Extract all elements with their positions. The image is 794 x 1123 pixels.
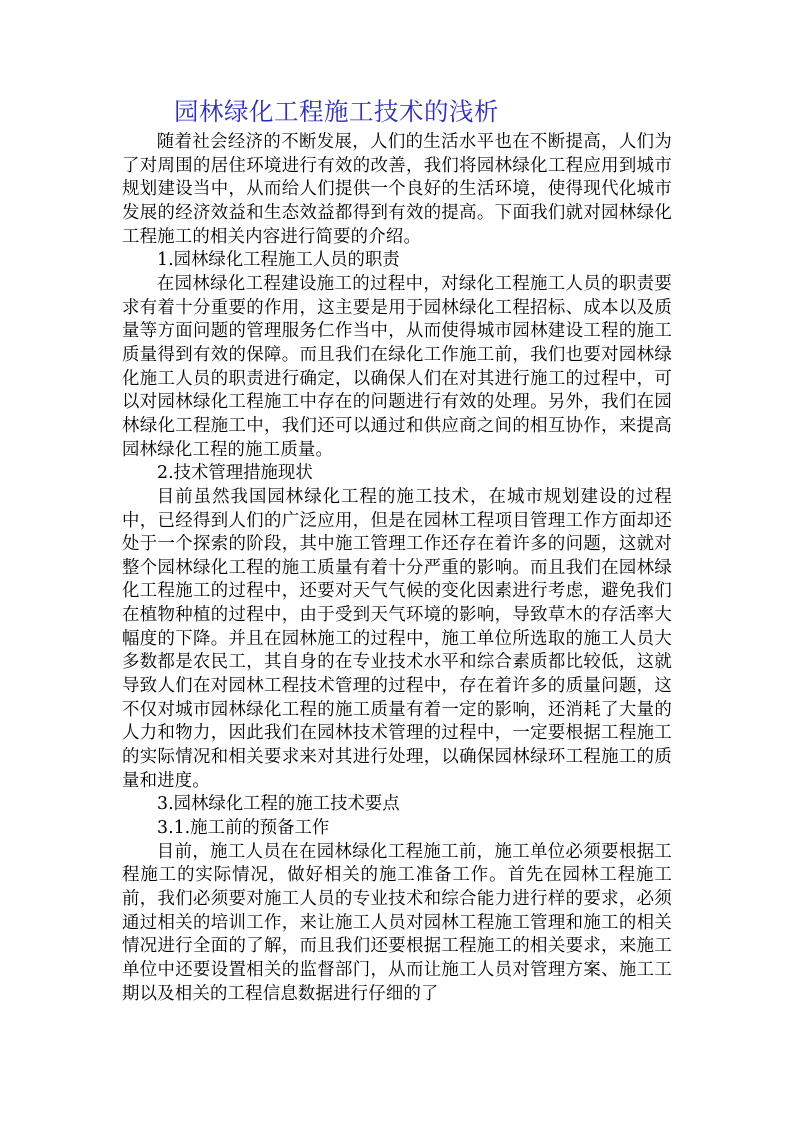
section-2-paragraph: 目前虽然我国园林绿化工程的施工技术，在城市规划建设的过程中，已经得到人们的广泛应用，但是在园林工程项目管理工作方面却还处于一个探索的阶段，其中施工管理工作还存在着许多的问题，这就对整个园林绿化工程的施工质量有着十分严重的影响。而且我们在园林绿化工程施工的过程中，还要对天气气候的变化因素进行考虑，避免我们在植物种植的过程中，由于受到天气环境的影响，导致草木的存活率大幅度的下降。并且在园林施工的过程中，施工单位所选取的施工人员大多数都是农民工，其自身的在专业技术水平和综合素质都比较低，这就导致人们在对园林工程技术管理的过程中，存在着许多的质量问题，这不仅对城市园林绿化工程的施工质量有着一定的影响，还消耗了大量的人力和物力，因此我们在园林技术管理的过程中，一定要根据工程施工的实际情况和相关要求来对其进行处理，以确保园林绿环工程施工的质量和进度。 bbox=[122, 486, 672, 791]
document-title: 园林绿化工程施工技术的浅析 bbox=[174, 97, 499, 126]
section-3-1-paragraph: 目前，施工人员在在园林绿化工程施工前，施工单位必须要根据工程施工的实际情况，做好相关的施工准备工作。首先在园林工程施工前，我们必须要对施工人员的专业技术和综合能力进行样的要求，必须通过相关的培训工作，来让施工人员对园林工程施工管理和施工的相关情况进行全面的了解，而且我们还要根据工程施工的相关要求，来施工单位中还要设置相关的监督部门，从而让施工人员对管理方案、施工工期以及相关的工程信息数据进行仔细的了 bbox=[122, 841, 672, 1004]
intro-paragraph: 随着社会经济的不断发展，人们的生活水平也在不断提高，人们为了对周围的居住环境进行有效的改善，我们将园林绿化工程应用到城市规划建设当中，从而给人们提供一个良好的生活环境，使得现代化城市发展的经济效益和生态效益都得到有效的提高。下面我们就对园林绿化工程施工的相关内容进行简要的介绍。 bbox=[122, 132, 672, 247]
section-2-heading: 2.技术管理措施现状 bbox=[157, 463, 313, 484]
section-3-1-heading: 3.1.施工前的预备工作 bbox=[157, 818, 330, 839]
section-1-paragraph: 在园林绿化工程建设施工的过程中，对绿化工程施工人员的职责要求有着十分重要的作用，这主要是用于园林绿化工程招标、成本以及质量等方面问题的管理服务仁作当中，从而使得城市园林建设工程的施工质量得到有效的保障。而且我们在绿化工作施工前，我们也要对园林绿化施工人员的职责进行确定，以确保人们在对其进行施工的过程中，可以对园林绿化工程施工中存在的问题进行有效的处理。另外，我们在园林绿化工程施工中，我们还可以通过和供应商之间的相互协作，来提高园林绿化工程的施工质量。 bbox=[122, 273, 672, 460]
section-3-heading: 3.园林绿化工程的施工技术要点 bbox=[157, 794, 400, 815]
document-page bbox=[122, 95, 672, 1006]
section-1-heading: 1.园林绿化工程施工人员的职责 bbox=[157, 250, 400, 271]
